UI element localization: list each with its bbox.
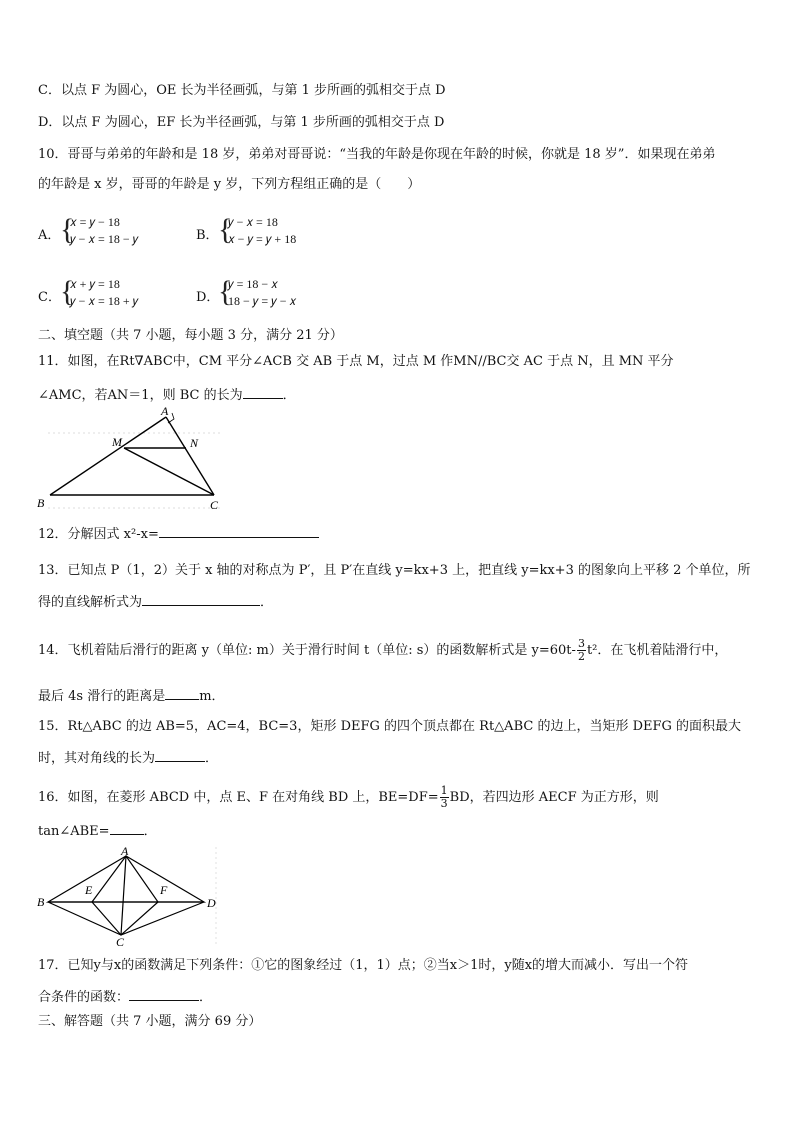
fig11-label-c: C xyxy=(210,498,219,512)
fig11-segment-mc xyxy=(124,448,214,495)
fig11-label-n: N xyxy=(190,436,199,450)
option-d-q9: D．以点 F 为圆心，EF 长为半径画弧，与第 1 步所画的弧相交于点 D xyxy=(38,115,445,130)
question-10-line1: 10．哥哥与弟弟的年龄和是 18 岁，弟弟对哥哥说：“当我的年龄是你现在年龄的时候，你就是 18 岁”．如果现在弟弟 xyxy=(38,147,716,162)
answer-blank-13[interactable] xyxy=(142,592,260,606)
option-a-brace: { xyxy=(60,213,75,246)
fig16-label-a: A xyxy=(121,844,129,858)
fig11-label-m: M xyxy=(112,435,122,449)
question-11-line1: 11．如图，在Rt∇ABC中，CM 平分∠ACB 交 AB 于点 M，过点 M 作MN//BC交 AC 于点 N，且 MN 平分 xyxy=(38,354,674,369)
question-17-line1: 17．已知y与x的函数满足下列条件：①它的图象经过（1，1）点；②当x＞1时，y随x的增大而减小．写出一个符 xyxy=(38,958,689,973)
section-3-heading: 三、解答题（共 7 小题，满分 69 分） xyxy=(38,1014,262,1029)
question-13-line2: 得的直线解析式为 ． xyxy=(38,592,273,612)
fig11-label-b: B xyxy=(37,496,45,510)
question-17-line2: 合条件的函数： ． xyxy=(38,987,212,1007)
question-13-text: 得的直线解析式为 xyxy=(38,595,143,610)
section-2-heading: 二、填空题（共 7 小题，每小题 3 分，满分 21 分） xyxy=(38,328,343,343)
option-d-brace: { xyxy=(218,275,233,308)
question-15-line1: 15．Rt△ABC 的边 AB=5，AC=4，BC=3，矩形 DEFG 的四个顶点都在 Rt△ABC 的边上，当矩形 DEFG 的面积最大 xyxy=(38,719,742,734)
question-14-text2: 最后 4s 滑行的距离是 xyxy=(38,689,166,704)
question-12 xyxy=(38,524,319,544)
fig16-label-c: C xyxy=(116,935,125,949)
answer-blank-17[interactable] xyxy=(129,987,199,1001)
question-16-line2: tan∠ABE= ． xyxy=(38,821,157,841)
figure-11-triangle xyxy=(34,405,234,515)
question-11-text: ∠AMC，若AN＝1，则 BC 的长为 xyxy=(38,388,243,403)
answer-blank-11[interactable] xyxy=(243,385,283,399)
question-14-line2: 最后 4s 滑行的距离是 m． xyxy=(38,686,225,706)
question-14-text: 14．飞机着陆后滑行的距离 y（单位: m）关于滑行时间 t（单位: s）的函数解析式是 y=60t- xyxy=(38,643,576,658)
fig11-segment-ba xyxy=(50,417,166,495)
fig11-label-a: A xyxy=(161,405,169,418)
question-16-text: 16．如图，在菱形 ABCD 中，点 E、F 在对角线 BD 上，BE=DF= xyxy=(38,790,439,805)
option-d-eq2: 18 − 𝑦 = 𝑦 − 𝑥 xyxy=(228,294,297,308)
answer-blank-12[interactable] xyxy=(159,524,319,538)
fig16-label-f: F xyxy=(160,883,168,897)
option-c-q9: C．以点 F 为圆心，OE 长为半径画弧，与第 1 步所画的弧相交于点 D xyxy=(38,83,446,98)
option-b-eq1: 𝑦 − 𝑥 = 18 xyxy=(228,215,278,229)
option-d-eq1: 𝑦 = 18 − 𝑥 xyxy=(228,277,278,291)
answer-blank-14[interactable] xyxy=(165,686,199,700)
question-12-text: 12．分解因式 x²-x= xyxy=(38,527,159,542)
question-16-line1: 16．如图，在菱形 ABCD 中，点 E、F 在对角线 BD 上，BE=DF= $\frac{1}{3}$ BD，若四边形 AECF 为正方形，则 xyxy=(38,784,659,810)
fig11-segment-ac xyxy=(166,417,214,495)
fig16-diagonal-ac xyxy=(121,856,126,935)
option-c-label: C． xyxy=(38,290,61,305)
option-a-eq2: 𝑦 − 𝑥 = 18 − 𝑦 xyxy=(70,232,139,246)
question-15-line2: 时，其对角线的长为 ． xyxy=(38,748,218,768)
question-10-line2: 的年龄是 x 岁，哥哥的年龄是 y 岁，下列方程组正确的是（ ） xyxy=(38,177,421,192)
figure-16-rhombus xyxy=(34,843,224,951)
question-14-fraction: $\frac{3}{2}$ xyxy=(577,637,585,663)
answer-blank-16[interactable] xyxy=(110,821,144,835)
fig16-label-e: E xyxy=(85,883,93,897)
option-a-eq1: 𝑥 = 𝑦 − 18 xyxy=(70,215,120,229)
question-14-line1: 14．飞机着陆后滑行的距离 y（单位: m）关于滑行时间 t（单位: s）的函数解析式是 y=60t- $\frac{3}{2}$ t²．在飞机着陆滑行中， xyxy=(38,637,728,663)
option-a-label: A． xyxy=(38,228,61,243)
fig16-label-b: B xyxy=(37,895,45,909)
question-15-text: 时，其对角线的长为 xyxy=(38,751,156,766)
answer-blank-15[interactable] xyxy=(155,748,205,762)
question-13-line1: 13．已知点 P（1，2）关于 x 轴的对称点为 P′，且 P′在直线 y=kx+3 上，把直线 y=kx+3 的图象向上平移 2 个单位，所 xyxy=(38,563,751,578)
option-c-eq2: 𝑦 − 𝑥 = 18 + 𝑦 xyxy=(70,294,139,308)
option-c-eq1: 𝑥 + 𝑦 = 18 xyxy=(70,277,120,291)
question-16-text2: tan∠ABE= xyxy=(38,824,110,839)
option-b-label: B． xyxy=(196,228,219,243)
option-b-brace: { xyxy=(218,213,233,246)
option-b-eq2: 𝑥 − 𝑦 = 𝑦 + 18 xyxy=(228,232,297,246)
question-16-fraction: $\frac{1}{3}$ xyxy=(440,784,448,810)
question-17-text: 合条件的函数： xyxy=(38,990,130,1005)
option-c-brace: { xyxy=(60,275,75,308)
fig16-label-d: D xyxy=(207,896,216,910)
question-11-line2: ∠AMC，若AN＝1，则 BC 的长为 ． xyxy=(38,385,296,405)
option-d-label: D． xyxy=(196,290,220,305)
